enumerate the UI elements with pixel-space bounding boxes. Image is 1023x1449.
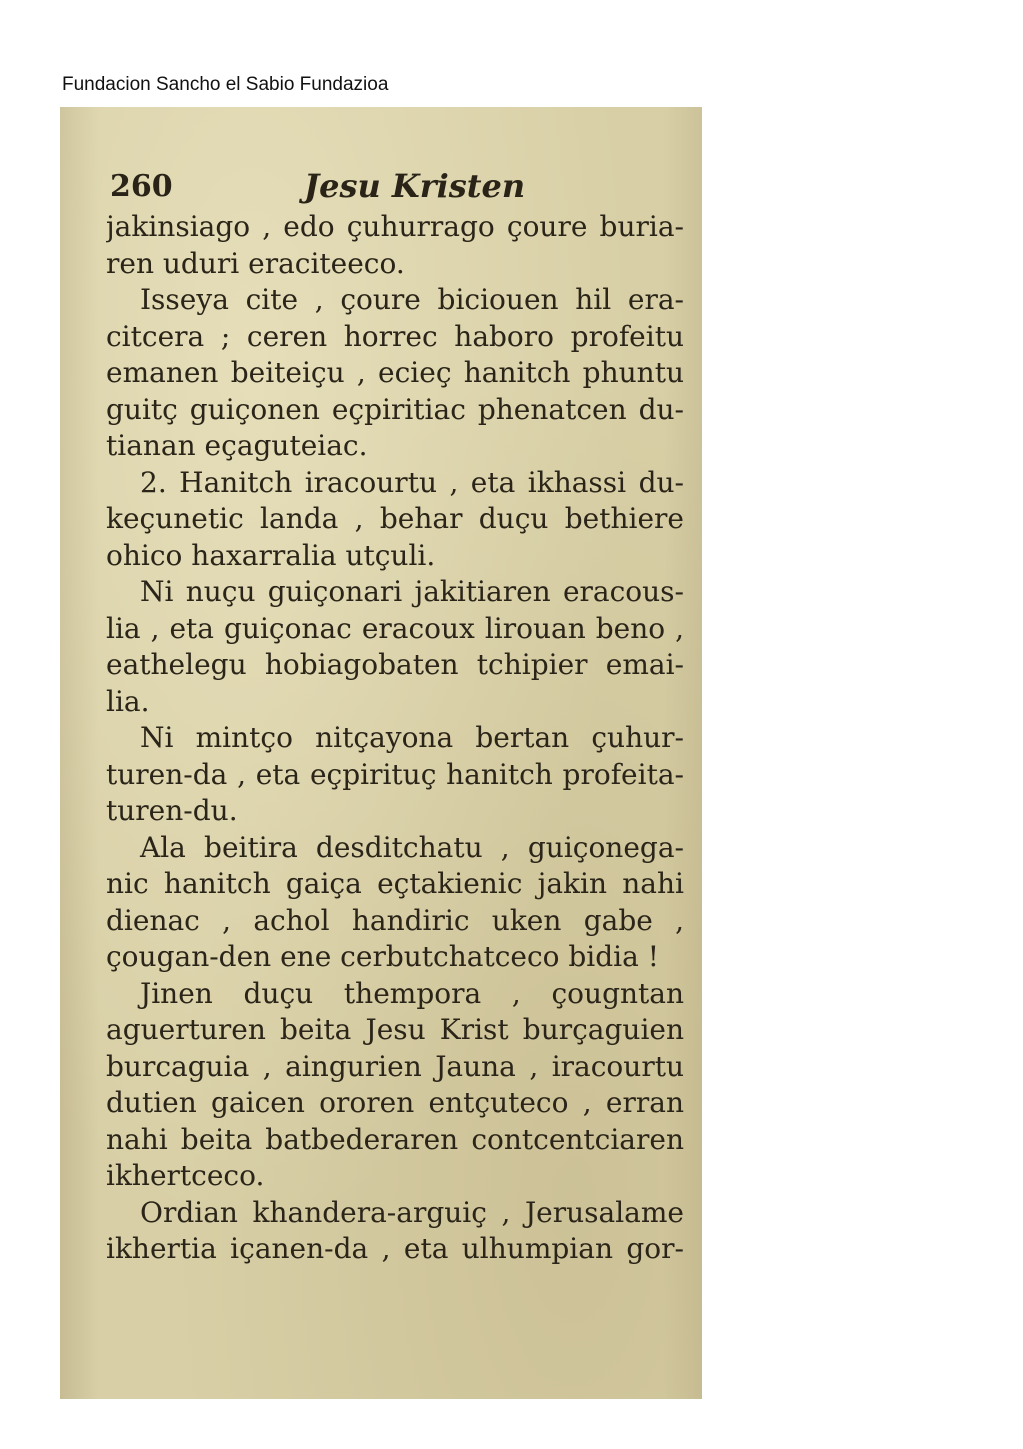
text-line: dutien gaicen ororen entçuteco , erran (106, 1086, 684, 1119)
text-line: nic hanitch gaiça eçtakienic jakin nahi (106, 867, 684, 900)
text-line: Isseya cite , çoure biciouen hil era- (140, 283, 684, 316)
text-line: ohico haxarralia utçuli. (106, 538, 436, 572)
text-line: jakinsiago , edo çuhurrago çoure buria- (106, 210, 684, 243)
text-line: emanen beiteiçu , ecieç hanitch phuntu (106, 356, 684, 389)
text-line: burcaguia , aingurien Jauna , iracourtu (106, 1049, 684, 1083)
text-line: Ni mintço nitçayona bertan çuhur- (140, 721, 684, 754)
watermark-text: Fundacion Sancho el Sabio Fundazioa (62, 74, 389, 95)
running-title: Jesu Kristen (304, 167, 526, 205)
text-line: Ala beitira desditchatu , guiçonega- (140, 830, 684, 864)
text-line: 2. Hanitch iracourtu , eta ikhassi du- (140, 465, 684, 499)
text-line: keçunetic landa , behar duçu bethiere (106, 502, 684, 535)
text-line: turen-du. (106, 794, 238, 827)
text-line: nahi beita batbederaren contcentciaren (106, 1122, 684, 1156)
text-line: ren uduri eraciteeco. (106, 246, 405, 280)
text-line: Ni nuçu guiçonari jakitiaren eracous- (140, 575, 684, 608)
text-line: çougan-den ene cerbutchatceco bidia ! (106, 940, 659, 973)
page-number: 260 (110, 169, 173, 204)
page-text (106, 209, 684, 1268)
text-line: tianan eçaguteiac. (106, 429, 368, 462)
text-line: turen-da , eta eçpirituç hanitch profeita- (106, 757, 684, 791)
text-line: ikhertceco. (106, 1159, 265, 1192)
text-line: dienac , achol handiric uken gabe , (106, 903, 684, 937)
text-line: aguerturen beita Jesu Krist burçaguien (106, 1013, 684, 1046)
text-line: Ordian khandera-arguiç , Jerusalame (140, 1195, 684, 1229)
text-line: lia. (106, 684, 150, 718)
text-line: guitç guiçonen eçpiritiac phenatcen du- (106, 392, 684, 426)
text-line: lia , eta guiçonac eracoux lirouan beno , (106, 611, 684, 645)
scanned-page (60, 107, 702, 1399)
text-line: citcera ; ceren horrec haboro profeitu (106, 319, 684, 353)
text-line: ikhertia içanen-da , eta ulhumpian gor- (106, 1232, 684, 1265)
text-line: Jinen duçu thempora , çougntan (140, 976, 684, 1010)
text-line: eathelegu hobiagobaten tchipier emai- (106, 648, 684, 681)
page-header (110, 169, 670, 209)
